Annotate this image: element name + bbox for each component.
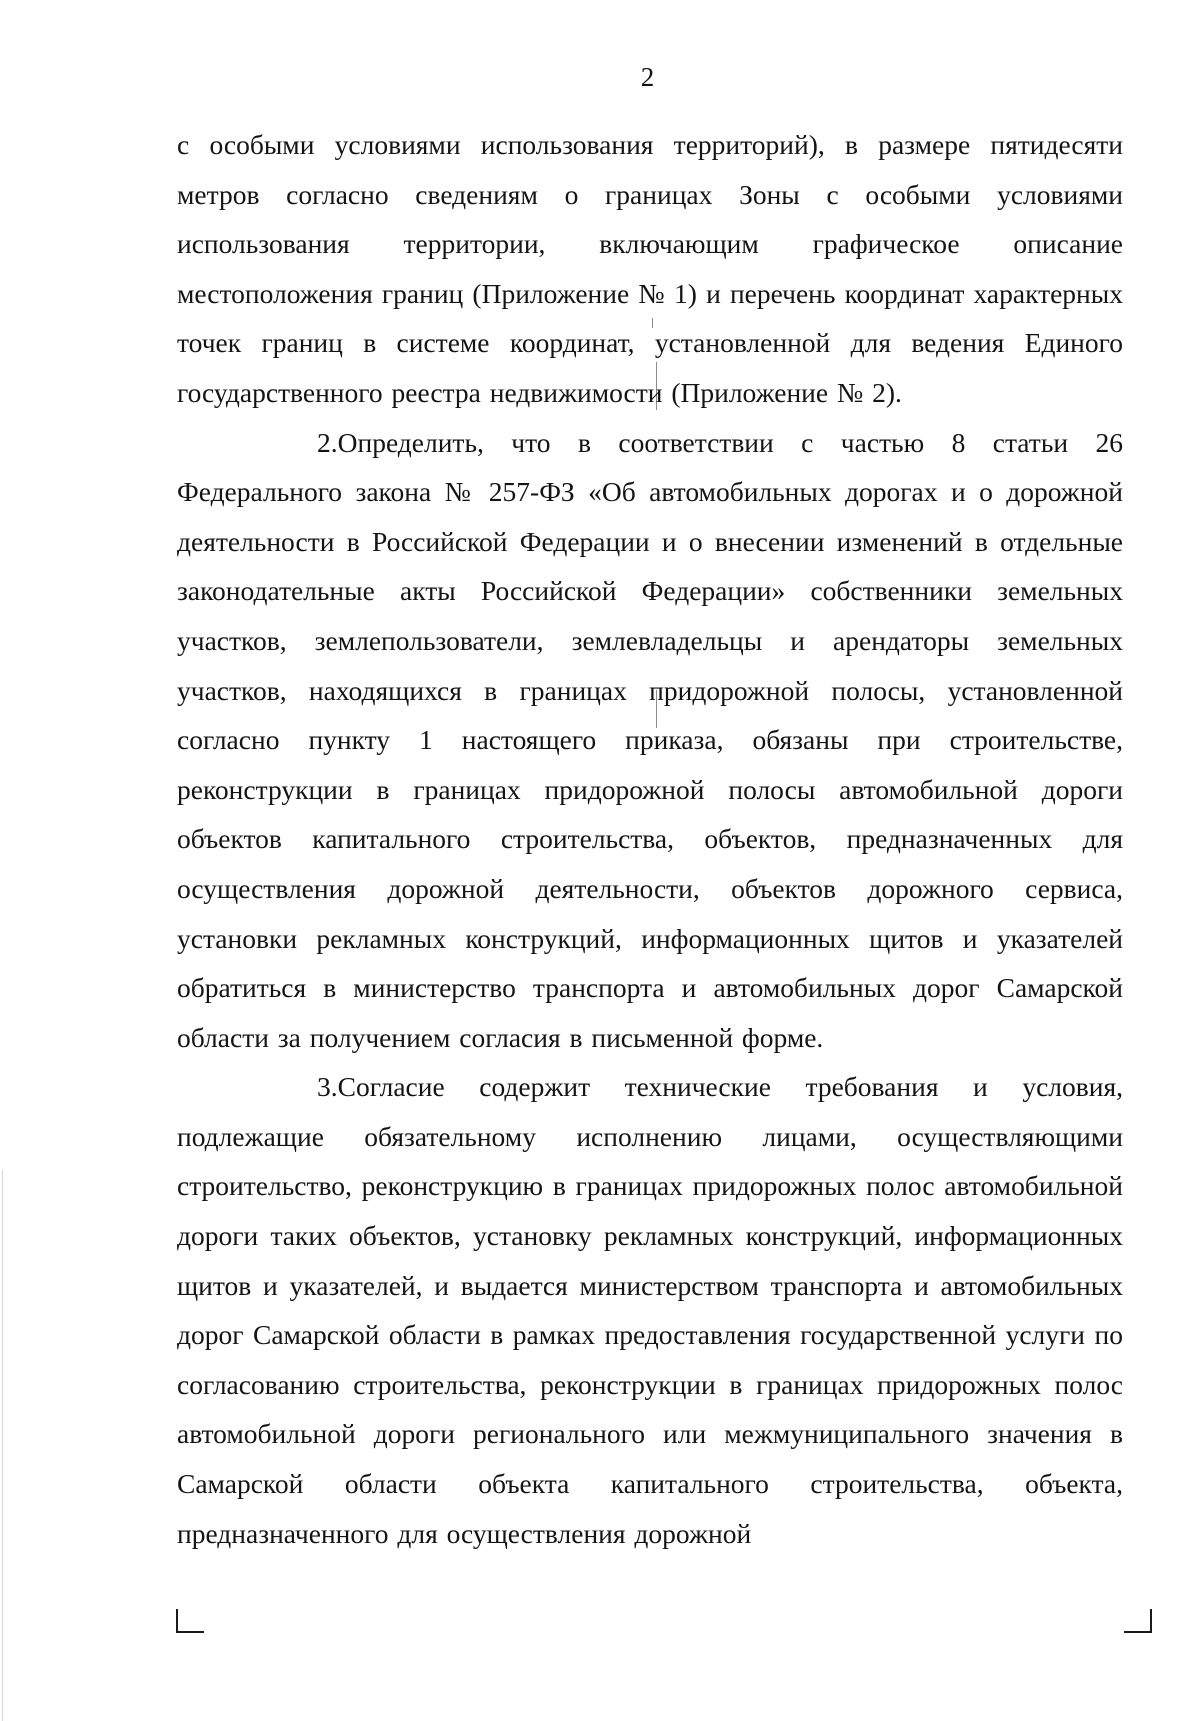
paragraph-text: Согласие содержит технические требования и условия, подлежащие обязательному исполнению лицами, осуществляющими строительство, реконструкцию в границах придорожных полос автомобильной дороги таких объектов, установку рекламных конструкций, информационных щитов и указателей, и выдается министерством транспорта и автомобильных дорог Самарской области в рамках предоставления государственной услуги по согласованию строительства, реконструкции в границах придорожных полос автомобильной дороги регионального или межмуниципального значения в Самарской области объекта капитального строительства, объекта, предназначенного для осуществления дорожной: [177, 1071, 1123, 1549]
paragraph-continuation: [177, 120, 1123, 418]
paragraph-item-2: [177, 418, 1123, 1063]
document-body: [177, 120, 1123, 1558]
paragraph-item-3: [177, 1062, 1123, 1558]
scan-edge-line: [2, 1170, 3, 1721]
page-number: 2: [640, 62, 655, 92]
paragraph-text: Определить, что в соответствии с частью 8 статьи 26 Федерального закона № 257-ФЗ «Об автомобильных дорогах и о дорожной деятельности в Российской Федерации и о внесении изменений в отдельные законодательные акты Российской Федерации» собственники земельных участков, землепользователи, землевладельцы и арендаторы земельных участков, находящихся в границах придорожной полосы, установленной согласно пункту 1 настоящего приказа, обязаны при строительстве, реконструкции в границах придорожной полосы автомобильной дороги объектов капитального строительства, объектов, предназначенных для осуществления дорожной деятельности, объектов дорожного сервиса, установки рекламных конструкций, информационных щитов и указателей обратиться в министерство транспорта и автомобильных дорог Самарской области за получением согласия в письменной форме.: [177, 426, 1123, 1053]
paragraph-text: с особыми условиями использования территорий), в размере пятидесяти метров согласно сведениям о границах Зоны с особыми условиями использования территории, включающим графическое описание местоположения границ (Приложение № 1) и перечень координат характерных точек границ в системе координат, установленной для ведения Единого государственного реестра недвижимости (Приложение № 2).: [177, 129, 1123, 408]
paragraph-number: 2.: [317, 426, 338, 458]
corner-mark-bottom-left: [176, 1609, 204, 1633]
paragraph-number: 3.: [317, 1071, 338, 1103]
corner-mark-bottom-right: [1124, 1609, 1152, 1633]
